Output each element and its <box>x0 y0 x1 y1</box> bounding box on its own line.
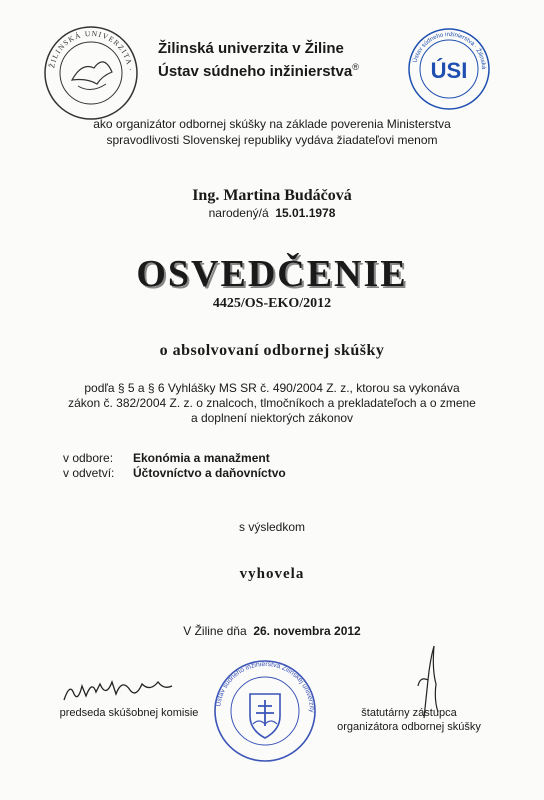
institute-name: Ústav súdneho inžinierstva® <box>158 62 359 80</box>
chair-label: predseda skúšobnej komisie <box>59 707 199 719</box>
field-label: v odbore: <box>63 451 114 465</box>
birth-date: 15.01.1978 <box>275 206 336 220</box>
holder-birth <box>0 206 544 220</box>
legal-line-2: zákon č. 382/2004 Z. z. o znalcoch, tlmočníkoch a prekladateľoch a o zmene <box>68 396 476 410</box>
certificate-title: OSVEDČENIE <box>136 253 408 295</box>
registered-mark: ® <box>352 62 359 72</box>
branch-value: Účtovníctvo a daňovníctvo <box>133 466 286 480</box>
logo-letters: ÚSI <box>430 58 468 83</box>
place-date <box>0 624 544 638</box>
representative-label <box>324 706 494 734</box>
certificate-number: 4425/OS-EKO/2012 <box>212 296 332 311</box>
result-value: vyhovela <box>239 566 305 582</box>
svg-text:Ústav súdneho inžinierstva Žil <box>212 658 315 713</box>
intro-text <box>0 116 544 148</box>
university-name: Žilinská univerzita v Žiline <box>158 40 344 57</box>
certificate-subtitle: o absolvovaní odbornej skúšky <box>159 342 385 359</box>
university-seal <box>42 24 140 122</box>
official-stamp <box>212 658 318 764</box>
legal-basis <box>0 381 544 426</box>
intro-line-1: ako organizátor odbornej skúšky na základe poverenia Ministerstva <box>93 117 451 131</box>
place-date-prefix: V Žiline dňa <box>183 624 247 638</box>
stamp-text: Ústav súdneho inžinierstva Žilinskej univerzity <box>215 660 316 713</box>
representative-label-2: organizátora odbornej skúšky <box>337 721 481 733</box>
logo-ring-text: Ústav súdneho inžinierstva · Žilinská <box>412 31 487 70</box>
legal-line-1: podľa § 5 a § 6 Vyhlášky MS SR č. 490/2004 Z. z., ktorou sa vykonáva <box>84 381 460 395</box>
representative-label-1: štatutárny zástupca <box>361 707 457 719</box>
branch-label: v odvetví: <box>63 466 115 480</box>
issue-date: 26. novembra 2012 <box>253 624 361 638</box>
seal-ring-text: ŽILINSKÁ UNIVERZITA · <box>47 28 136 73</box>
field-value: Ekonómia a manažment <box>133 451 270 465</box>
legal-line-3: a doplnení niektorých zákonov <box>190 411 354 425</box>
chair-signature <box>60 672 180 706</box>
intro-line-2: spravodlivosti Slovenskej republiky vydáva žiadateľovi menom <box>106 133 438 147</box>
header-title <box>158 40 359 81</box>
birth-label: narodený/á <box>208 206 269 220</box>
result-label: s výsledkom <box>238 520 306 534</box>
usi-logo <box>406 26 492 112</box>
holder-name: Ing. Martina Budáčová <box>192 187 352 204</box>
